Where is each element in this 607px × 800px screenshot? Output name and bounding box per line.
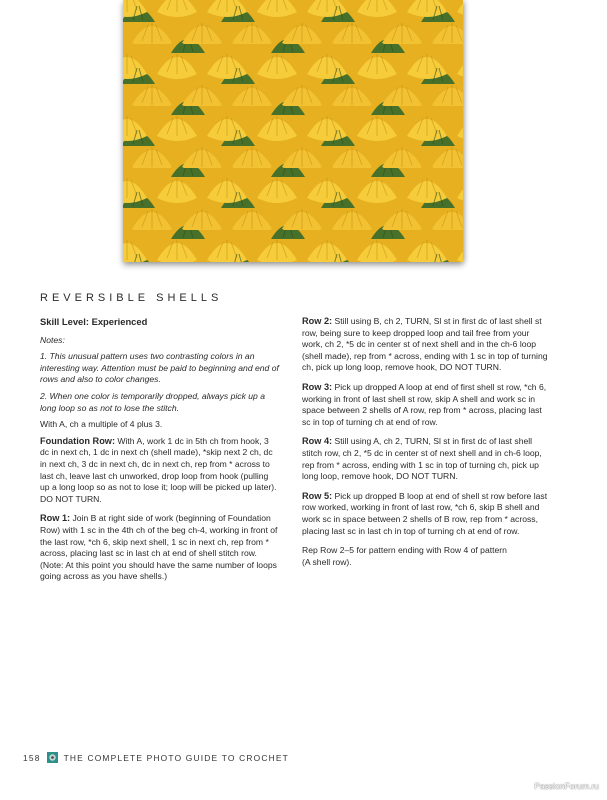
crochet-swatch-image [123,0,463,262]
row-5-text: Pick up dropped B loop at end of shell st row before last row worked, working in front of last row, *ch 6, skip B shell and work sc in space between 2 shells of B row, rep from * across, placing last sc in last ch in top of turning ch at end of row. [302,490,548,536]
page-number: 158 [23,752,41,763]
repeat-line-2: (A shell row). [302,556,352,567]
row-4-text: Still using A, ch 2, TURN, Sl st in first dc of last shell stitch row, ch 2, *5 dc in center st of next shell and in ch-6 loop, rep from * across, ending with 1 sc in top of turning ch, pick up long loop, remove hook, DO NOT TURN. [302,436,542,482]
chain-instruction: With A, ch a multiple of 4 plus 3. [40,419,163,430]
row-2 [302,316,548,374]
foundation-row [40,436,280,506]
row-3-text: Pick up dropped A loop at end of first shell st row, *ch 6, working in front of last shell st row, skip A shell and work sc in space between 2 shells of A row, rep from * across, placing last sc in top of turning ch at end of row. [302,381,547,427]
row-5-label: Row 5: [302,490,333,501]
repeat-instruction [302,545,548,568]
row-4 [302,436,548,482]
swatch-photo [123,0,463,262]
row-1-text: Join B at right side of work (beginning of Foundation Row) with 1 sc in the 4th ch of the beg ch-4, working in front of the last row, *ch 6, skip next shell, 1 sc in next ch, rep from * across, placing last sc in last ch at end of shell stitch row. (Note: At this point you should have the same number of loops going across as you have shells.) [40,513,278,582]
row-3-label: Row 3: [302,381,333,392]
note-2: 2. When one color is temporarily dropped, always pick up a long loop so as not to lose the stitch. [40,390,265,413]
row-5 [302,491,548,537]
left-column [40,316,280,588]
row-1 [40,513,280,583]
row-4-label: Row 4: [302,436,333,447]
pattern-title: REVERSIBLE SHELLS [40,292,223,304]
notes-label: Notes: [40,334,65,345]
row-2-text: Still using B, ch 2, TURN, Sl st in first dc of last shell st row, being sure to keep dropped loop and tail free from your work, ch 2, *5 dc in center st of next shell and in the ch-6 loop (shell made), rep from * across, ending with 1 sc in top of turning ch, pick up long loop, remove hook, DO NOT TURN. [302,316,548,373]
book-title: THE COMPLETE PHOTO GUIDE TO CROCHET [63,752,289,763]
book-logo-icon [47,752,58,763]
watermark: PassionForum.ru [534,781,599,791]
skill-level: Skill Level: Experienced [40,316,148,327]
row-3 [302,382,548,428]
note-1: 1. This unusual pattern uses two contrasting colors in an interesting way. Attention must be paid to beginning and end of rows and also to color changes. [40,351,279,385]
page-footer [23,752,289,763]
row-2-label: Row 2: [302,316,333,326]
foundation-row-text: With A, work 1 dc in 5th ch from hook, 3 dc in next ch, 1 dc in next ch (shell made), *skip next 2 ch, dc in next ch, 3 dc in next ch, dc in next ch, rep from * across to last ch, leave last ch unworked, drop loop from hook (pulling up a long loop so as not to lose it; loop will be picked up later). DO NOT TURN. [40,435,277,504]
foundation-row-label: Foundation Row: [40,435,116,446]
repeat-line-1: Rep Row 2–5 for pattern ending with Row 4 of pattern [302,545,507,556]
right-column [302,316,548,573]
row-1-label: Row 1: [40,513,71,524]
